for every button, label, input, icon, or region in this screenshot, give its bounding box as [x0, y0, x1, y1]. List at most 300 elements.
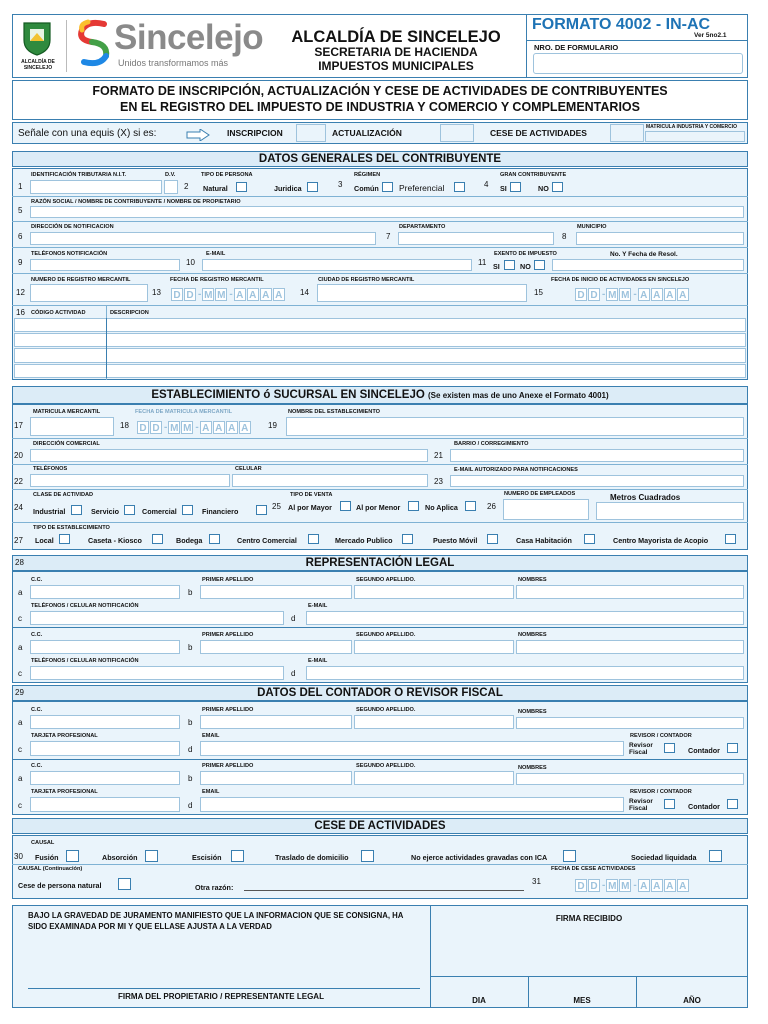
date-sep: -: [229, 288, 233, 300]
metros-label: Metros Cuadrados: [610, 493, 681, 502]
field-num-2: 2: [184, 182, 189, 191]
date-a: A: [664, 288, 676, 301]
date-sep: -: [633, 879, 637, 891]
ciudad-registro-label: CIUDAD DE REGISTRO MERCANTIL: [318, 277, 415, 283]
tipo-persona-label: TIPO DE PERSONA: [201, 172, 253, 178]
date-m: M: [621, 289, 630, 301]
row-rule: [12, 627, 748, 628]
rep2-cc-input[interactable]: [30, 640, 180, 654]
rep2-letter-c: c: [18, 669, 22, 678]
firma-recibido-label: FIRMA RECIBIDO: [555, 914, 623, 923]
cont1-email-label: EMAIL: [202, 733, 220, 739]
barrio-label: BARRIO / CORREGIMIENTO: [454, 441, 529, 447]
date-a: A: [260, 288, 272, 301]
centro-comercial-checkbox[interactable]: [308, 534, 319, 544]
rep1-email-input[interactable]: [306, 611, 744, 625]
mark-prompt: Señale con una equis (X) si es:: [18, 128, 157, 139]
date-m: M: [204, 289, 213, 301]
fecha-inicio-label: FECHA DE INICIO DE ACTIVIDADES EN SINCELEJO: [551, 277, 690, 283]
num-empleados-label: NUMERO DE EMPLEADOS: [504, 491, 576, 497]
resol-label: No. Y Fecha de Resol.: [610, 251, 678, 258]
rep2-letter-b: b: [188, 643, 193, 652]
otra-razon-label: Otra razón:: [195, 883, 234, 892]
nit-input[interactable]: [30, 180, 162, 194]
date-m: M: [608, 880, 617, 892]
absorcion-checkbox[interactable]: [145, 850, 158, 862]
cont1-revisor-text: Revisor: [629, 742, 653, 749]
liquidada-checkbox[interactable]: [709, 850, 722, 862]
cont1-cc-input[interactable]: [30, 715, 180, 729]
formato-version: Ver 5no2.1: [694, 32, 727, 39]
date-sep: -: [602, 288, 606, 300]
cont1-segundo-input[interactable]: [354, 715, 514, 729]
traslado-label: Traslado de domicilio: [275, 853, 349, 862]
dv-label: D.V.: [165, 172, 176, 178]
telefonos-notificacion-label: TELÉFONOS NOTIFICACIÓN: [31, 251, 108, 257]
mayor-checkbox[interactable]: [340, 501, 351, 511]
field-num-20: 20: [14, 451, 23, 460]
section-header-representacion: [12, 555, 748, 571]
field-num-10: 10: [186, 258, 195, 267]
nro-formulario-input[interactable]: [533, 53, 743, 74]
cont1-fiscal-text: Fiscal: [629, 749, 648, 756]
num-empleados-input[interactable]: [503, 499, 589, 520]
liquidada-label: Sociedad liquidada: [631, 853, 697, 862]
formato-rule: [526, 40, 748, 41]
exento-no-label: NO: [520, 262, 531, 271]
mercado-label: Mercado Publico: [335, 536, 393, 545]
cont2-primer-label: PRIMER APELLIDO: [202, 763, 254, 769]
exento-no-checkbox[interactable]: [534, 260, 545, 270]
cont2-contador-label: Contador: [688, 802, 720, 811]
ciudad-registro-input[interactable]: [317, 284, 527, 302]
header-divider: [66, 20, 67, 72]
cont2-cc-input[interactable]: [30, 771, 180, 785]
field-num-23: 23: [434, 477, 443, 486]
activity-row[interactable]: [14, 364, 746, 378]
centro-mayorista-checkbox[interactable]: [725, 534, 736, 544]
field-num-29: 29: [15, 688, 24, 697]
rep2-segundo-label: SEGUNDO APELLIDO.: [356, 632, 416, 638]
direccion-comercial-label: DIRECCIÓN COMERCIAL: [33, 441, 100, 447]
cont2-tarjeta-label: TARJETA PROFESIONAL: [31, 789, 98, 795]
logo-small-text: ALCALDÍA DE SINCELEJO: [21, 59, 55, 71]
cont2-primer-input[interactable]: [200, 771, 352, 785]
rep2-email-label: E-MAIL: [308, 658, 328, 664]
rep2-letter-a: a: [18, 643, 23, 652]
cont1-segundo-label: SEGUNDO APELLIDO.: [356, 707, 416, 713]
field-num-22: 22: [14, 477, 23, 486]
field-num-25: 25: [272, 502, 281, 511]
row-rule: [12, 522, 748, 523]
field-num-14: 14: [300, 288, 309, 297]
fecha-cese-label: FECHA DE CESE ACTIVIDADES: [551, 866, 636, 872]
date-a: A: [200, 421, 212, 434]
cont2-fiscal-text: Fiscal: [629, 805, 648, 812]
comun-label: Común: [354, 184, 379, 193]
puesto-label: Puesto Móvil: [433, 536, 478, 545]
no-ejerce-label: No ejerce actividades gravadas con ICA: [411, 853, 548, 862]
date-m: M: [170, 422, 179, 434]
rep1-cc-label: C.C.: [31, 577, 43, 583]
comercial-checkbox[interactable]: [182, 505, 193, 515]
financiero-checkbox[interactable]: [256, 505, 267, 515]
natural-label: Natural: [203, 184, 228, 193]
field-num-9: 9: [18, 258, 23, 267]
num-registro-input[interactable]: [30, 284, 148, 302]
rep1-letter-c: c: [18, 614, 22, 623]
cont2-tarjeta-input[interactable]: [30, 797, 180, 812]
cont1-letter-a: a: [18, 718, 23, 727]
celular-input[interactable]: [232, 474, 428, 487]
row-rule: [12, 438, 748, 439]
comun-checkbox[interactable]: [382, 182, 393, 192]
option-cese: CESE DE ACTIVIDADES: [490, 128, 587, 138]
contador-title: DATOS DEL CONTADOR O REVISOR FISCAL: [257, 687, 503, 699]
telefonos-input[interactable]: [30, 474, 230, 487]
row-rule: [12, 196, 748, 197]
cont2-letter-a: a: [18, 774, 23, 783]
firma-line: [28, 988, 420, 989]
matricula-ic-label: MATRICULA INDUSTRIA Y COMERCIO: [646, 124, 738, 130]
traslado-checkbox[interactable]: [361, 850, 374, 862]
bodega-label: Bodega: [176, 536, 203, 545]
field-num-24: 24: [14, 503, 23, 512]
firma-propietario-label: FIRMA DEL PROPIETARIO / REPRESENTANTE LEGAL: [118, 992, 324, 1001]
cont1-nombres-input[interactable]: [516, 717, 744, 729]
fecha-matricula-label: FECHA DE MATRICULA MERCANTIL: [135, 409, 233, 415]
date-a: A: [226, 421, 238, 434]
rep1-segundo-label: SEGUNDO APELLIDO.: [356, 577, 416, 583]
date-a: A: [234, 288, 246, 301]
date-a: A: [664, 879, 676, 892]
rep1-email-label: E-MAIL: [308, 603, 328, 609]
local-checkbox[interactable]: [59, 534, 70, 544]
puesto-checkbox[interactable]: [487, 534, 498, 544]
formato-code: FORMATO 4002 - IN-AC: [532, 16, 711, 33]
field-num-12: 12: [16, 288, 25, 297]
rep2-nombres-input[interactable]: [516, 640, 744, 654]
anio-label: AÑO: [683, 996, 701, 1005]
date-d: D: [184, 288, 196, 301]
persona-natural-checkbox[interactable]: [118, 878, 131, 890]
cont1-revisor-checkbox[interactable]: [664, 743, 675, 753]
cont2-segundo-input[interactable]: [354, 771, 514, 785]
date-a: A: [638, 879, 650, 892]
industrial-checkbox[interactable]: [71, 505, 82, 515]
menor-checkbox[interactable]: [408, 501, 419, 511]
fecha-registro-date[interactable]: [171, 287, 286, 301]
main-title-line2: EN EL REGISTRO DEL IMPUESTO DE INDUSTRIA Y COMERCIO Y COMPLEMENTARIOS: [120, 100, 640, 114]
fecha-cese-date[interactable]: [575, 878, 690, 892]
no-aplica-checkbox[interactable]: [465, 501, 476, 511]
header-title: ALCALDÍA DE SINCELEJO: [291, 28, 501, 46]
field-num-5: 5: [18, 206, 23, 215]
cont1-email-input[interactable]: [200, 741, 624, 756]
servicio-checkbox[interactable]: [124, 505, 135, 515]
fecha-inicio-date[interactable]: [575, 287, 690, 301]
local-label: Local: [35, 536, 54, 545]
date-a: A: [638, 288, 650, 301]
date-d: D: [171, 288, 183, 301]
municipio-input[interactable]: [576, 232, 744, 245]
cont1-tarjeta-label: TARJETA PROFESIONAL: [31, 733, 98, 739]
razon-social-label: RAZÓN SOCIAL / NOMBRE DE CONTRIBUYENTE / NOMBRE DE PROPIETARIO: [31, 199, 241, 205]
date-d: D: [137, 421, 149, 434]
row-rule: [12, 759, 748, 760]
cont1-primer-label: PRIMER APELLIDO: [202, 707, 254, 713]
cont2-letter-c: c: [18, 801, 22, 810]
nombre-establecimiento-label: NOMBRE DEL ESTABLECIMIENTO: [288, 409, 380, 415]
metros-input[interactable]: [596, 502, 744, 520]
gran-si-label: SI: [500, 184, 507, 193]
cont2-contador-checkbox[interactable]: [727, 799, 738, 809]
industrial-label: Industrial: [33, 507, 66, 516]
mes-label: MES: [573, 996, 591, 1005]
rep1-primer-label: PRIMER APELLIDO: [202, 577, 254, 583]
cont2-nombres-input[interactable]: [516, 773, 744, 785]
date-a: A: [677, 879, 689, 892]
rep1-letter-a: a: [18, 588, 23, 597]
date-a: A: [247, 288, 259, 301]
arrow-right-icon: [186, 128, 210, 140]
row-rule: [12, 247, 748, 248]
activity-row[interactable]: [14, 318, 746, 332]
mayor-label: Al por Mayor: [288, 503, 332, 512]
tipo-venta-label: TIPO DE VENTA: [290, 492, 333, 498]
field-num-30: 30: [14, 852, 23, 861]
row-rule: [12, 273, 748, 274]
preferencial-label: Preferencial: [399, 183, 445, 193]
date-a: A: [213, 421, 225, 434]
row-rule: [12, 864, 748, 865]
fecha-registro-label: FECHA DE REGISTRO MERCANTIL: [170, 277, 264, 283]
date-d: D: [150, 421, 162, 434]
actualizacion-checkbox[interactable]: [440, 124, 474, 142]
cont1-tarjeta-input[interactable]: [30, 741, 180, 756]
date-a: A: [273, 288, 285, 301]
departamento-label: DEPARTAMENTO: [399, 224, 446, 230]
persona-natural-label: Cese de persona natural: [18, 881, 102, 890]
rep1-nombres-label: NOMBRES: [518, 577, 547, 583]
rep1-nombres-input[interactable]: [516, 585, 744, 599]
causal-cont-label: CAUSAL (Continuación): [18, 866, 83, 872]
rep1-tel-label: TELÉFONOS / CELULAR NOTIFICACIÓN: [31, 603, 139, 609]
cont1-revisor-label: [629, 742, 653, 756]
cont2-cc-label: C.C.: [31, 763, 43, 769]
header-subtitle-hacienda: SECRETARIA DE HACIENDA: [314, 45, 478, 59]
cont2-revisor-contador-label: REVISOR / CONTADOR: [630, 789, 692, 795]
email-input[interactable]: [202, 259, 472, 271]
rep2-cc-label: C.C.: [31, 632, 43, 638]
casa-checkbox[interactable]: [584, 534, 595, 544]
cont2-letter-d: d: [188, 801, 193, 810]
absorcion-label: Absorción: [102, 853, 138, 862]
rep2-segundo-input[interactable]: [354, 640, 514, 654]
nit-label: IDENTIFICACIÓN TRIBUTARIA N.I.T.: [31, 172, 127, 178]
gran-no-checkbox[interactable]: [552, 182, 563, 192]
cont1-contador-label: Contador: [688, 746, 720, 755]
exento-si-label: SI: [493, 262, 500, 271]
activity-row[interactable]: [14, 348, 746, 363]
date-sep: -: [602, 879, 606, 891]
bodega-checkbox[interactable]: [209, 534, 220, 544]
cont2-revisor-text: Revisor: [629, 798, 653, 805]
tipo-establecimiento-label: TIPO DE ESTABLECIMIENTO: [33, 525, 110, 531]
establecimiento-title: ESTABLECIMIENTO ó SUCURSAL EN SINCELEJO: [151, 389, 425, 401]
city-shield-icon: [20, 20, 54, 56]
firma-recibido-area[interactable]: [434, 926, 744, 974]
date-a: A: [677, 288, 689, 301]
rep1-primer-input[interactable]: [200, 585, 352, 599]
date-m: M: [217, 289, 226, 301]
date-a: A: [651, 879, 663, 892]
cont1-letter-d: d: [188, 745, 193, 754]
header-subtitle-impuestos: IMPUESTOS MUNICIPALES: [318, 59, 474, 73]
cont1-contador-checkbox[interactable]: [727, 743, 738, 753]
email-autorizado-label: E-MAIL AUTORIZADO PARA NOTIFICACIONES: [454, 467, 578, 473]
field-num-17: 17: [14, 421, 23, 430]
matricula-input[interactable]: [30, 417, 114, 436]
rep2-letter-d: d: [291, 669, 296, 678]
centro-mayorista-label: Centro Mayorista de Acopio: [613, 536, 709, 545]
rep2-tel-input[interactable]: [30, 666, 284, 680]
cont2-revisor-checkbox[interactable]: [664, 799, 675, 809]
gran-contribuyente-label: GRAN CONTRIBUYENTE: [500, 172, 567, 178]
row-rule: [12, 464, 748, 465]
cont2-revisor-label: [629, 798, 653, 812]
num-registro-label: NUMERO DE REGISTRO MERCANTIL: [31, 277, 131, 283]
field-num-31: 31: [532, 877, 541, 886]
section-header-cese: CESE DE ACTIVIDADES: [12, 818, 748, 834]
field-num-21: 21: [434, 451, 443, 460]
resol-input[interactable]: [552, 259, 744, 271]
juridica-label: Juridica: [274, 184, 302, 193]
fusion-checkbox[interactable]: [66, 850, 79, 862]
departamento-input[interactable]: [398, 232, 554, 245]
row-rule: [12, 305, 748, 306]
activity-row[interactable]: [14, 333, 746, 347]
regimen-label: RÉGIMEN: [354, 172, 381, 178]
cont2-nombres-label: NOMBRES: [518, 765, 547, 771]
inscripcion-checkbox[interactable]: [296, 124, 326, 142]
financiero-label: Financiero: [202, 507, 239, 516]
exento-si-checkbox[interactable]: [504, 260, 515, 270]
cont1-cc-label: C.C.: [31, 707, 43, 713]
field-num-26: 26: [487, 502, 496, 511]
matricula-ic-input[interactable]: [645, 131, 745, 142]
col-rule: [106, 318, 107, 378]
field-num-7: 7: [386, 232, 391, 241]
celular-label: CELULAR: [235, 466, 262, 472]
mercado-checkbox[interactable]: [402, 534, 413, 544]
rep1-tel-input[interactable]: [30, 611, 284, 625]
no-ejerce-checkbox[interactable]: [563, 850, 576, 862]
rep2-primer-input[interactable]: [200, 640, 352, 654]
servicio-label: Servicio: [91, 507, 119, 516]
representacion-title: REPRESENTACIÓN LEGAL: [305, 557, 455, 569]
juramento-text: BAJO LA GRAVEDAD DE JURAMENTO MANIFIESTO QUE LA INFORMACION QUE SE CONSIGNA, HA SIDO EXAMINADA POR MI Y QUE ELLASE AJUSTA A LA VERDAD: [28, 911, 404, 931]
cese-checkbox[interactable]: [610, 124, 644, 142]
otra-razon-line[interactable]: [244, 890, 524, 891]
cont1-primer-input[interactable]: [200, 715, 352, 729]
field-num-19: 19: [268, 421, 277, 430]
caseta-checkbox[interactable]: [152, 534, 163, 544]
establecimiento-note: (Se existen mas de uno Anexe el Formato 4001): [428, 391, 609, 400]
cont2-letter-b: b: [188, 774, 193, 783]
direccion-comercial-input[interactable]: [30, 449, 428, 462]
dv-input[interactable]: [164, 180, 178, 194]
exento-label: EXENTO DE IMPUESTO: [494, 251, 557, 257]
cont1-letter-c: c: [18, 745, 22, 754]
natural-checkbox[interactable]: [236, 182, 247, 192]
date-a: A: [239, 421, 251, 434]
date-sep: -: [633, 288, 637, 300]
casa-label: Casa Habitación: [516, 536, 572, 545]
field-num-4: 4: [484, 180, 489, 189]
caseta-label: Caseta - Kiosco: [88, 536, 142, 545]
rep2-nombres-label: NOMBRES: [518, 632, 547, 638]
telefonos-notificacion-input[interactable]: [30, 259, 180, 271]
razon-social-input[interactable]: [30, 206, 744, 218]
cont2-email-input[interactable]: [200, 797, 624, 812]
date-row-rule: [430, 976, 748, 977]
barrio-input[interactable]: [450, 449, 744, 462]
row-rule: [12, 221, 748, 222]
field-num-27: 27: [14, 536, 23, 545]
date-sep: -: [198, 288, 202, 300]
gran-no-label: NO: [538, 184, 549, 193]
fecha-matricula-date[interactable]: [137, 420, 252, 434]
escision-checkbox[interactable]: [231, 850, 244, 862]
field-num-18: 18: [120, 421, 129, 430]
email-autorizado-input[interactable]: [450, 475, 744, 487]
brand-name: Sincelejo: [114, 18, 264, 57]
preferencial-checkbox[interactable]: [454, 182, 465, 192]
brand-tagline: Unidos transformamos más: [118, 58, 229, 68]
rep1-cc-input[interactable]: [30, 585, 180, 599]
telefonos-label: TELÉFONOS: [33, 466, 68, 472]
gran-si-checkbox[interactable]: [510, 182, 521, 192]
date-d: D: [575, 879, 587, 892]
matricula-label: MATRICULA MERCANTIL: [33, 409, 101, 415]
direccion-notificacion-input[interactable]: [30, 232, 376, 245]
date-sep: -: [164, 421, 168, 433]
date-a: A: [651, 288, 663, 301]
municipio-label: MUNICIPIO: [577, 224, 607, 230]
firma-propietario-area[interactable]: [18, 936, 424, 986]
direccion-notificacion-label: DIRECCIÓN DE NOTIFICACION: [31, 224, 114, 230]
field-num-11: 11: [478, 258, 487, 267]
email-label: E-MAIL: [206, 251, 226, 257]
field-num-13: 13: [152, 288, 161, 297]
rep1-segundo-input[interactable]: [354, 585, 514, 599]
rep2-email-input[interactable]: [306, 666, 744, 680]
sincelejo-logo-icon: [74, 18, 114, 68]
comercial-label: Comercial: [142, 507, 177, 516]
field-num-6: 6: [18, 232, 23, 241]
nombre-establecimiento-input[interactable]: [286, 417, 744, 436]
option-actualizacion: ACTUALIZACIÓN: [332, 128, 402, 138]
juridica-checkbox[interactable]: [307, 182, 318, 192]
date-m: M: [621, 880, 630, 892]
cont1-letter-b: b: [188, 718, 193, 727]
clase-actividad-label: CLASE DE ACTIVIDAD: [33, 492, 94, 498]
nro-formulario-label: NRO. DE FORMULARIO: [534, 43, 619, 52]
descripcion-label: DESCRIPCION: [110, 310, 149, 316]
menor-label: Al por Menor: [356, 503, 401, 512]
field-num-1: 1: [18, 182, 23, 191]
